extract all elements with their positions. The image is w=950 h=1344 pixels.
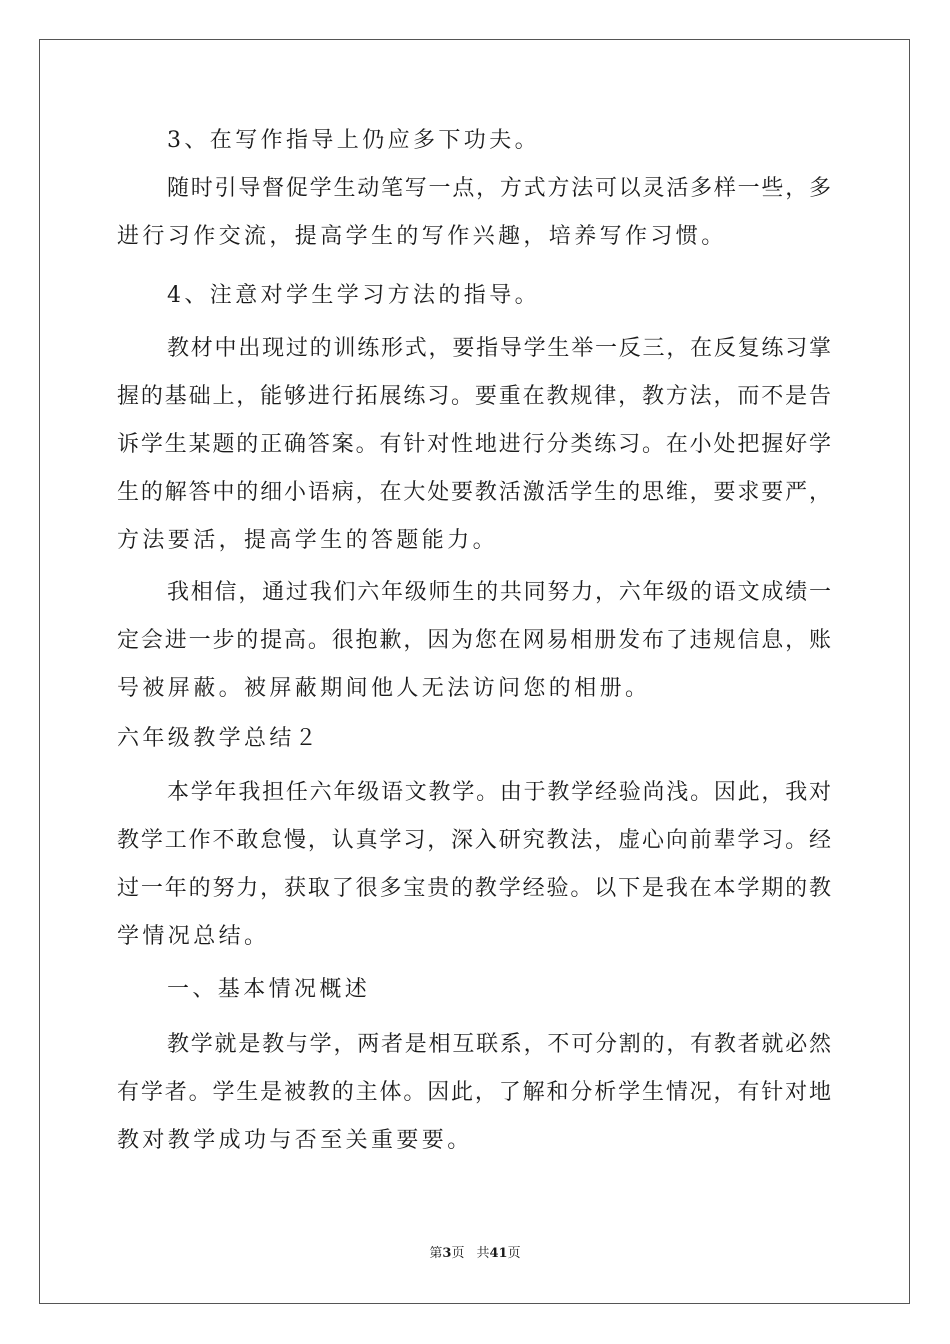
paragraph-line: 教材中出现过的训练形式，要指导学生举一反三，在反复练习掌 [167, 336, 831, 361]
page-footer [0, 1245, 950, 1263]
footer-page-unit: 页 [451, 1246, 465, 1261]
footer-total-prefix: 共 [476, 1246, 490, 1261]
paragraph-line: 定会进一步的提高。很抱歉，因为您在网易相册发布了违规信息，账 [117, 628, 831, 653]
footer-total-unit: 页 [507, 1246, 521, 1261]
paragraph-line: 进行习作交流，提高学生的写作兴趣，培养写作习惯。 [117, 224, 727, 249]
paragraph-line: 学情况总结。 [117, 924, 270, 949]
paragraph-line: 教学工作不敢怠慢，认真学习，深入研究教法，虚心向前辈学习。经 [117, 828, 831, 853]
paragraph-line: 随时引导督促学生动笔写一点，方式方法可以灵活多样一些，多 [167, 176, 831, 201]
paragraph-line: 教学就是教与学，两者是相互联系，不可分割的，有教者就必然 [167, 1032, 831, 1057]
subsection-title: 一、基本情况概述 [167, 977, 371, 1002]
current-page-number: 3 [442, 1246, 452, 1261]
section-title: 六年级教学总结２ [117, 726, 321, 751]
paragraph-line: 过一年的努力，获取了很多宝贵的教学经验。以下是我在本学期的教 [117, 876, 831, 901]
paragraph-line: 本学年我担任六年级语文教学。由于教学经验尚浅。因此，我对 [167, 780, 831, 805]
paragraph-line: 握的基础上，能够进行拓展练习。要重在教规律，教方法，而不是告 [117, 384, 831, 409]
paragraph-line: 有学者。学生是被教的主体。因此，了解和分析学生情况，有针对地 [117, 1080, 831, 1105]
paragraph-line: 教对教学成功与否至关重要要。 [117, 1128, 473, 1153]
heading-item-4: 4、注意对学生学习方法的指导。 [167, 283, 540, 308]
paragraph-line: 生的解答中的细小语病，在大处要教活激活学生的思维，要求要严， [117, 480, 831, 505]
paragraph-line: 我相信，通过我们六年级师生的共同努力，六年级的语文成绩一 [167, 580, 831, 605]
footer-prefix: 第 [429, 1246, 443, 1261]
paragraph-line: 号被屏蔽。被屏蔽期间他人无法访问您的相册。 [117, 676, 651, 701]
paragraph-line: 方法要活，提高学生的答题能力。 [117, 528, 499, 553]
heading-item-3: 3、在写作指导上仍应多下功夫。 [167, 128, 540, 153]
total-page-count: 41 [489, 1246, 508, 1261]
paragraph-line: 诉学生某题的正确答案。有针对性地进行分类练习。在小处把握好学 [117, 432, 831, 457]
